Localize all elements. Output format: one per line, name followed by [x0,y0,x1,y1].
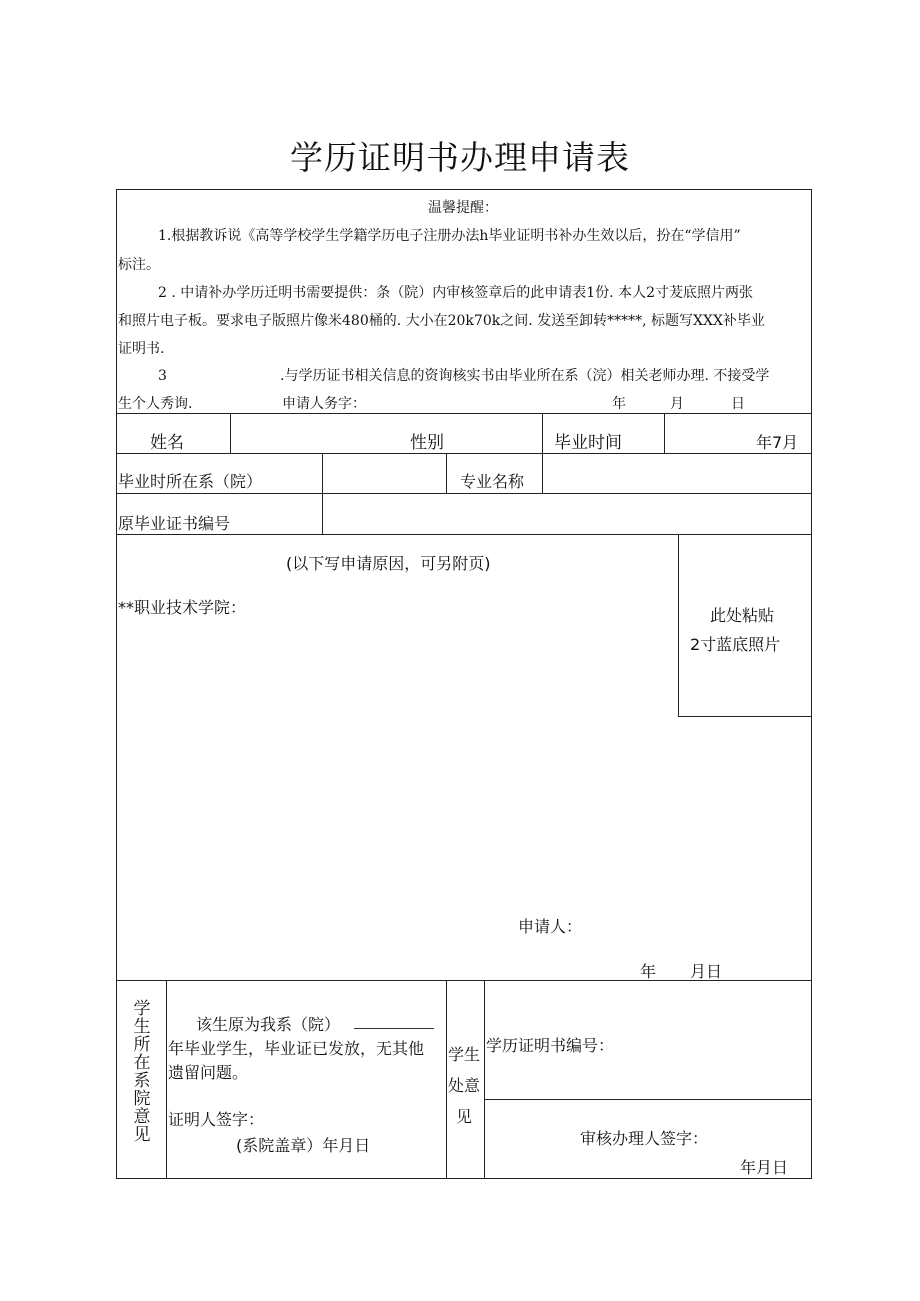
graduation-year-blank[interactable] [354,1028,434,1029]
divider [542,453,543,493]
divider [166,980,167,1179]
office-opinion-label-line3: 见 [456,1107,473,1126]
divider [484,980,485,1179]
original-cert-number-field[interactable] [324,495,810,532]
notice-date-month: 月 [670,396,684,412]
original-cert-number-label: 原毕业证书编号 [118,514,231,533]
notice-item1-line2: 标注。 [118,257,160,273]
notice-item3-number: 3 [158,368,167,384]
school-salutation: **职业技术学院： [118,598,247,617]
photo-hint-line2: 2寸蓝底照片 [690,635,781,654]
notice-date-year: 年 [612,396,626,412]
page-title: 学历证明书办理申请表 [290,138,630,177]
notice-item2-line2: 和照片电子板。要求电子版照片像米480桶的. 大小在20k70k之间. 发送至卸转*****, 标题写XXX补毕业 [118,313,765,329]
divider [116,453,812,454]
applicant-sign-label: 申请人务字： [282,396,366,412]
office-opinion-label-line1: 学生 [448,1045,481,1064]
name-label: 姓名 [150,433,184,453]
divider [664,413,665,453]
department-field[interactable] [324,455,444,491]
divider [542,413,543,453]
reason-hint: (以下写申请原因，可另附页) [286,554,491,573]
divider [678,716,812,717]
applicant-label: 申请人： [518,917,583,936]
divider [322,493,323,534]
notice-date-day: 日 [731,396,745,412]
divider [322,453,323,493]
graduation-time-value[interactable]: 年7月 [756,433,799,452]
dept-opinion-line1: 该生原为我系（院） [196,1015,341,1034]
notice-item2-line1: 2 . 中请补办学历迁明书需要提供：条（院）内审核签章后的此申请表1份. 本人2寸茇底照片两张 [158,285,753,301]
office-opinion-label-line2: 处意 [448,1076,481,1095]
reason-date-year: 年 [640,962,657,981]
gender-label: 性别 [410,433,444,453]
department-label: 毕业时所在系（院） [118,472,263,491]
witness-sign-label: 证明人签字： [168,1110,265,1129]
reason-date-month-day: 月日 [690,962,723,981]
name-field[interactable] [232,415,408,451]
major-label: 专业名称 [460,472,525,491]
divider [230,413,231,453]
dept-opinion-line3: 遗留问题。 [168,1063,249,1082]
notice-heading: 温馨提醒： [428,200,498,216]
certificate-number-label: 学历证明书编号： [486,1036,615,1055]
divider [116,413,812,414]
reason-textarea[interactable] [118,620,674,900]
divider [446,980,447,1179]
divider [446,453,447,493]
notice-item3-line1: .与学历证书相关信息的资询核实书由毕业所在系（浣）相关老师办理. 不接受学 [280,368,770,384]
notice-item2-line3: 证明书. [118,341,165,357]
office-date: 年月日 [740,1158,789,1177]
graduation-time-label: 毕业时间 [554,433,622,453]
certificate-number-field[interactable] [640,1026,808,1056]
photo-hint-line1: 此处粘贴 [710,606,775,625]
notice-item3-line2: 生个人秀询. [118,396,193,412]
divider [116,980,812,981]
major-field[interactable] [544,455,810,491]
divider [116,493,812,494]
department-opinion-label: 学生所在系院意见 [133,999,151,1145]
dept-seal-date: (系院盖章）年月日 [236,1136,371,1155]
reviewer-sign-label: 审核办理人签字： [580,1129,709,1148]
gender-field[interactable] [452,415,540,451]
notice-item1-line1: 1.根据教诉说《高等学校学生学籍学历电子注册办法h毕业证明书补办生效以后，扮在“学信用” [158,228,741,244]
dept-opinion-line2: 年毕业学生，毕业证已发放，无其他 [168,1039,425,1058]
divider [484,1099,812,1100]
